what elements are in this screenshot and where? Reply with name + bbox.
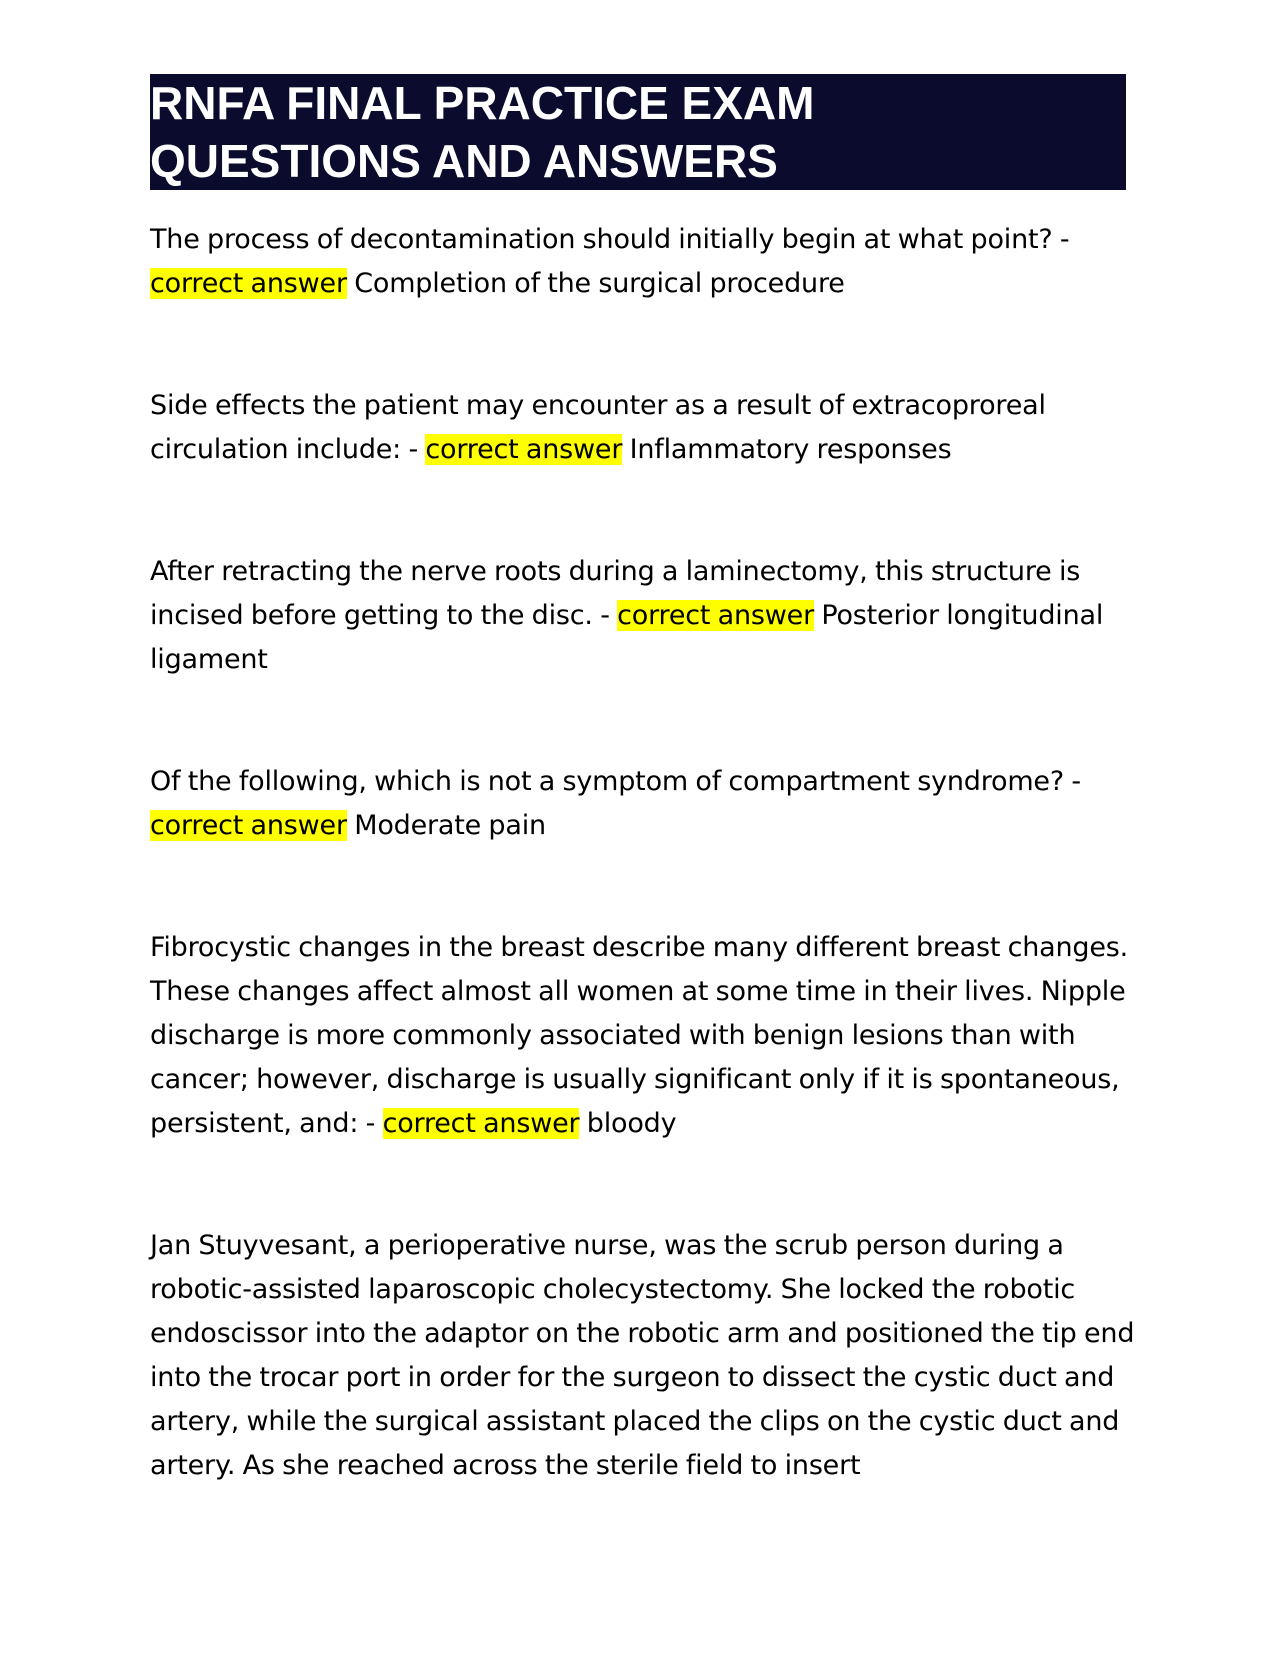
answer-text: Posterior longitudinal ligament: [150, 600, 1104, 675]
qa-item: [150, 1224, 1135, 1488]
qa-item: [150, 384, 1135, 472]
title-banner: [150, 74, 1126, 190]
answer-text: Moderate pain: [346, 810, 546, 841]
qa-list: [150, 218, 1135, 1566]
answer-text: Inflammatory responses: [622, 434, 952, 465]
question-text: After retracting the nerve roots during a laminectomy, this structure is incised before getting to the disc. -: [150, 556, 1081, 631]
correct-answer-label: correct answer: [150, 268, 347, 299]
title-line-1: RNFA FINAL PRACTICE EXAM: [150, 77, 815, 129]
answer-text: bloody: [579, 1108, 677, 1139]
answer-text: Completion of the surgical procedure: [346, 268, 845, 299]
correct-answer-label: correct answer: [382, 1108, 580, 1139]
question-text: Jan Stuyvesant, a perioperative nurse, was the scrub person during a robotic-assisted laparoscopic cholecystectomy. She locked the robotic endoscissor into the adaptor on the robotic arm and positioned the tip end into the trocar port in order for the surgeon to dissect the cystic duct and artery, while the surgical assistant placed the clips on the cystic duct and artery. As she reached across the sterile field to insert: [150, 1230, 1135, 1481]
qa-item: [150, 218, 1135, 306]
correct-answer-label: correct answer: [150, 810, 347, 841]
correct-answer-label: correct answer: [617, 600, 814, 631]
qa-item: [150, 550, 1135, 682]
question-text: Of the following, which is not a symptom of compartment syndrome? -: [150, 766, 1081, 797]
title-line-2: QUESTIONS AND ANSWERS: [150, 135, 778, 187]
qa-item: [150, 760, 1135, 848]
question-text: Fibrocystic changes in the breast describe many different breast changes. These changes affect almost all women at some time in their lives. Nipple discharge is more commonly associated with benign lesions than with cancer; however, discharge is usually significant only if it is spontaneous, persistent, and: -: [150, 932, 1129, 1139]
correct-answer-label: correct answer: [425, 434, 623, 465]
question-text: Side effects the patient may encounter as a result of extracoproreal circulation include: -: [150, 390, 1046, 465]
qa-item: [150, 926, 1135, 1146]
question-text: The process of decontamination should initially begin at what point? -: [150, 224, 1070, 255]
